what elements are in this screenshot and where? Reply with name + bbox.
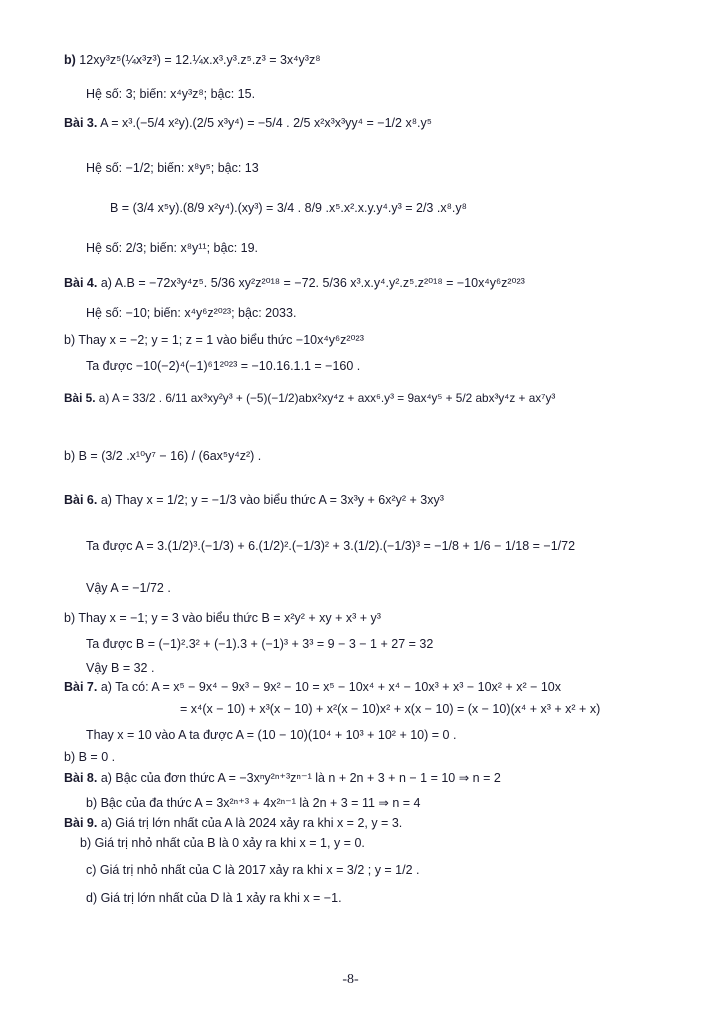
line-23: Bài 8. a) Bậc của đơn thức A = −3xⁿy²ⁿ⁺³zⁿ⁻¹ là n + 2n + 3 + n − 1 = 10 ⇒ n = 2 — [64, 771, 501, 785]
line-9: b) Thay x = −2; y = 1; z = 1 vào biểu thức −10x⁴y⁶z²⁰²³ — [64, 333, 364, 347]
line-3: Bài 3. A = x³.(−5/4 x²y).(2/5 x³y⁴) = −5/4 . 2/5 x²x³x³yy⁴ = −1/2 x⁸.y⁵ — [64, 116, 432, 130]
line-17: Ta được B = (−1)².3² + (−1).3 + (−1)³ + 3³ = 9 − 3 − 1 + 27 = 32 — [86, 637, 434, 651]
line-13: Bài 6. a) Thay x = 1/2; y = −1/3 vào biểu thức A = 3x³y + 6x²y² + 3xy³ — [64, 493, 444, 507]
line-8: Hệ số: −10; biến: x⁴y⁶z²⁰²³; bậc: 2033. — [86, 306, 297, 320]
line-4: Hệ số: −1/2; biến: x⁸y⁵; bậc: 13 — [86, 161, 259, 175]
line-10: Ta được −10(−2)⁴(−1)⁶1²⁰²³ = −10.16.1.1 = −160 . — [86, 359, 361, 373]
line-14: Ta được A = 3.(1/2)³.(−1/3) + 6.(1/2)².(−1/3)² + 3.(1/2).(−1/3)³ = −1/8 + 1/6 − 1/18 = −1/72 — [86, 539, 576, 553]
line-15: Vậy A = −1/72 . — [86, 581, 171, 595]
line-12: b) B = (3/2 .x¹⁰y⁷ − 16) / (6ax⁵y⁴z²) . — [64, 449, 262, 463]
line-26: b) Giá trị nhỏ nhất của B là 0 xảy ra khi x = 1, y = 0. — [80, 836, 365, 850]
line-6: Hệ số: 2/3; biến: x⁸y¹¹; bậc: 19. — [86, 241, 259, 255]
line-22: b) B = 0 . — [64, 750, 116, 764]
line-5: B = (3/4 x⁵y).(8/9 x²y⁴).(xy³) = 3/4 . 8/9 .x⁵.x².x.y.y⁴.y³ = 2/3 .x⁸.y⁸ — [110, 201, 467, 215]
line-21: Thay x = 10 vào A ta được A = (10 − 10)(10⁴ + 10³ + 10² + 10) = 0 . — [86, 728, 457, 742]
line-24: b) Bậc của đa thức A = 3x²ⁿ⁺³ + 4x²ⁿ⁻¹ là 2n + 3 = 11 ⇒ n = 4 — [86, 796, 421, 810]
line-11: Bài 5. a) A = 33/2 . 6/11 ax³xy²y³ + (−5)(−1/2)abx²xy⁴z + axx⁶.y³ = 9ax⁴y⁵ + 5/2 abx³y⁴z + ax⁷y³ — [64, 391, 556, 405]
line-28: d) Giá trị lớn nhất của D là 1 xảy ra khi x = −1. — [86, 891, 342, 905]
page-number: -8- — [342, 972, 359, 987]
line-27: c) Giá trị nhỏ nhất của C là 2017 xảy ra khi x = 3/2 ; y = 1/2 . — [86, 863, 420, 877]
line-20: = x⁴(x − 10) + x³(x − 10) + x²(x − 10)x² + x(x − 10) = (x − 10)(x⁴ + x³ + x² + x) — [180, 702, 601, 716]
line-2: Hệ số: 3; biến: x⁴y³z⁸; bậc: 15. — [86, 87, 256, 101]
line-1: b) 12xy³z⁵(¼x³z³) = 12.¼x.x³.y³.z⁵.z³ = 3x⁴y³z⁸ — [64, 53, 321, 67]
line-7: Bài 4. a) A.B = −72x³y⁴z⁵. 5/36 xy²z²⁰¹⁸ = −72. 5/36 x³.x.y⁴.y².z⁵.z²⁰¹⁸ = −10x⁴y⁶z²⁰²³ — [64, 276, 525, 290]
line-19: Bài 7. a) Ta có: A = x⁵ − 9x⁴ − 9x³ − 9x² − 10 = x⁵ − 10x⁴ + x⁴ − 10x³ + x³ − 10x² + x² − 10x — [64, 680, 562, 694]
line-25: Bài 9. a) Giá trị lớn nhất của A là 2024 xảy ra khi x = 2, y = 3. — [64, 816, 403, 830]
line-16: b) Thay x = −1; y = 3 vào biểu thức B = x²y² + xy + x³ + y³ — [64, 611, 381, 625]
line-18: Vậy B = 32 . — [86, 661, 155, 675]
